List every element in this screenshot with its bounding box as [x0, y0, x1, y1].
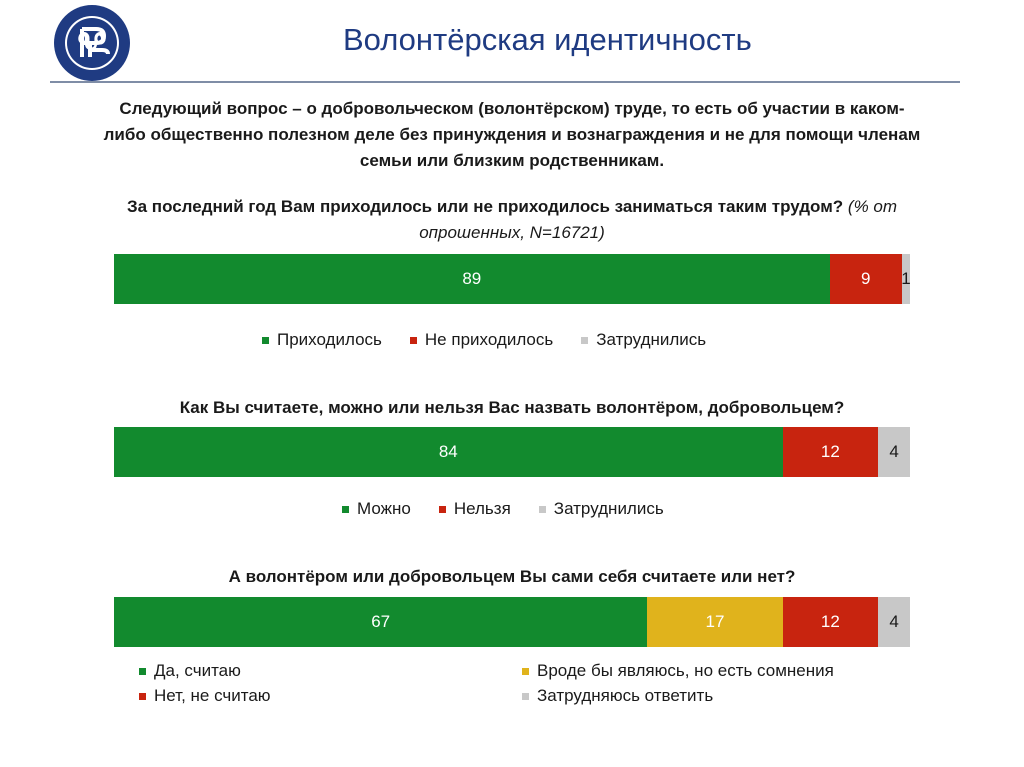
bar-segment [878, 597, 910, 647]
question-2 [100, 395, 924, 421]
data-label: 12 [820, 442, 840, 461]
data-label: 1 [901, 269, 911, 288]
data-label: 9 [861, 269, 871, 288]
legend-swatch [139, 668, 146, 675]
legend-label: Затруднились [596, 330, 707, 349]
legend-2 [342, 499, 692, 519]
question-1-note: (% от опрошенных, N=16721) [419, 197, 898, 242]
bar-chart-1 [114, 254, 910, 304]
bar-segment [783, 597, 879, 647]
bar-chart-3 [114, 597, 910, 647]
legend-swatch [262, 337, 269, 344]
page-title: Волонтёрская идентичность [343, 22, 752, 57]
legend-swatch [410, 337, 417, 344]
legend-3-item-0 [139, 661, 241, 681]
question-2-text: Как Вы считаете, можно или нельзя Вас назвать волонтёром, добровольцем? [179, 398, 845, 417]
hse-logo [52, 3, 132, 83]
bar-chart-2 [114, 427, 910, 477]
question-1-text: За последний год Вам приходилось или не приходилось заниматься таким трудом? [126, 197, 844, 216]
legend-item [581, 330, 706, 350]
legend-label: Не приходилось [424, 330, 554, 349]
bar-segment [114, 254, 830, 304]
legend-swatch [139, 693, 146, 700]
legend-swatch [581, 337, 588, 344]
legend-label: Вроде бы являюсь, но есть сомнения [537, 661, 834, 680]
legend-label: Приходилось [277, 330, 382, 349]
bar-segment [647, 597, 782, 647]
data-label: 17 [705, 612, 725, 631]
bar-segment [878, 427, 910, 477]
data-label: 4 [889, 612, 899, 631]
legend-label: Да, считаю [154, 661, 241, 680]
data-label: 84 [438, 442, 458, 461]
legend-label: Затруднились [553, 499, 664, 518]
question-3-text: А волонтёром или добровольцем Вы сами себя считаете или нет? [228, 567, 796, 586]
legend-item [539, 499, 664, 519]
question-3 [100, 564, 924, 590]
legend-swatch [342, 506, 349, 513]
legend-label: Затрудняюсь ответить [537, 686, 714, 705]
bar-segment [830, 254, 902, 304]
bar-segment [902, 254, 910, 304]
legend-3-item-2 [139, 686, 271, 706]
question-1 [100, 194, 924, 246]
legend-3-item-1 [522, 661, 834, 681]
svg-text:Ⰲ: Ⰲ [77, 26, 107, 63]
legend-item [439, 499, 511, 519]
legend-item [262, 330, 382, 350]
data-label: 4 [889, 442, 899, 461]
legend-item [342, 499, 411, 519]
legend-1 [262, 330, 734, 350]
legend-swatch [439, 506, 446, 513]
legend-label: Нельзя [453, 499, 511, 518]
legend-item [410, 330, 553, 350]
legend-label: Нет, не считаю [154, 686, 271, 705]
legend-3-item-3 [522, 686, 713, 706]
title-divider [50, 81, 960, 83]
legend-swatch [522, 693, 529, 700]
legend-swatch [522, 668, 529, 675]
data-label: 67 [371, 612, 391, 631]
legend-swatch [539, 506, 546, 513]
legend-label: Можно [357, 499, 411, 518]
bar-segment [114, 427, 783, 477]
intro-text: Следующий вопрос – о добровольческом (волонтёрском) труде, то есть об участии в каком-либо общественно полезном деле без принуждения и вознаграждения и не для помощи членам семьи или близким родственникам. [103, 99, 921, 170]
data-label: 12 [820, 612, 840, 631]
bar-segment [114, 597, 647, 647]
bar-segment [783, 427, 879, 477]
data-label: 89 [462, 269, 482, 288]
